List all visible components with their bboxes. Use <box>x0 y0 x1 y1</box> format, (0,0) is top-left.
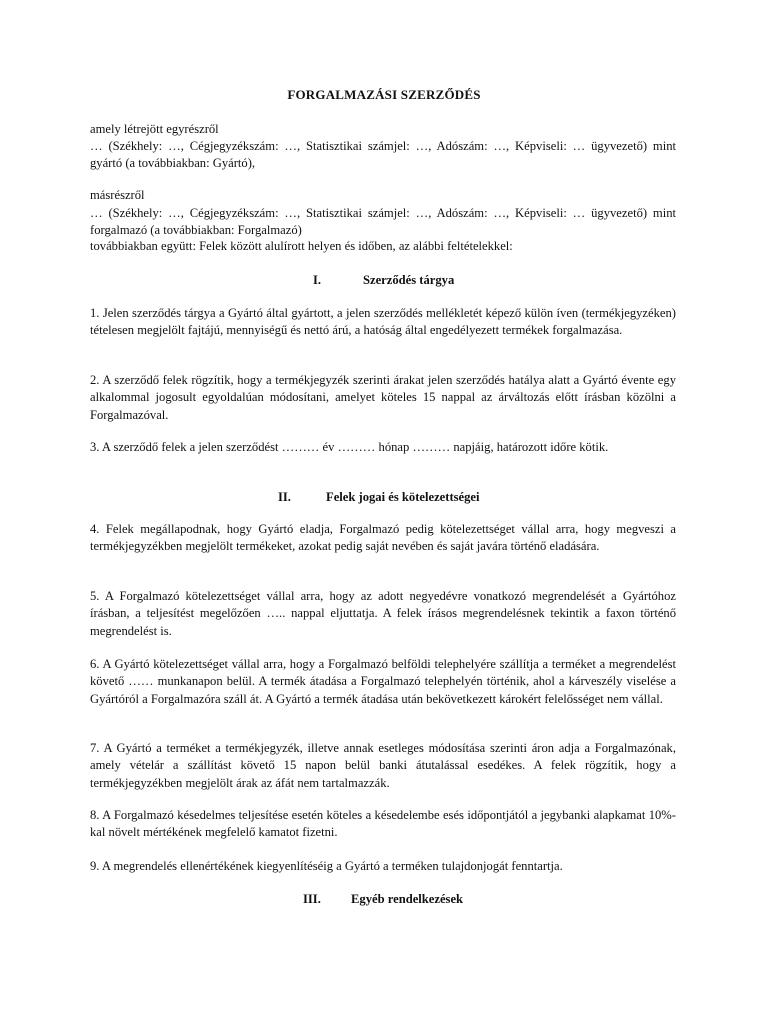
section-number: I. <box>313 273 322 287</box>
party-1-details: … (Székhely: …, Cégjegyzékszám: …, Statisztikai számjel: …, Adószám: …, Képviseli: … ügyvezető) mint gyártó (a továbbiakban: Gyártó), <box>90 139 676 171</box>
section-title: Egyéb rendelkezések <box>351 892 464 906</box>
section-number: II. <box>278 490 291 504</box>
paragraph-4: 4. Felek megállapodnak, hogy Gyártó eladja, Forgalmazó pedig kötelezettséget vállal arra, hogy megveszi a termékjegyzékben megjelölt termékeket, azokat pedig saját nevében és saját javára történő eladására. <box>90 522 676 554</box>
section-title: Szerződés tárgya <box>363 273 455 287</box>
paragraph-8: 8. A Forgalmazó késedelmes teljesítése esetén köteles a késedelembe esés időpontjától a jegybanki alapkamat 10%-kal növelt mértékének megfelelő kamatot fizetni. <box>90 808 676 840</box>
paragraph-6: 6. A Gyártó kötelezettséget vállal arra, hogy a Forgalmazó belföldi telephelyére szállítja a terméket a megrendelést követő …… munkanapon belül. A termék átadása a Forgalmazó telephelyén történik, ahol a kárveszély viselése a Gyártóról a Forgalmazóra száll át. A Gyártó a termék átadása után bekövetkezett károkért felelősséget nem vállal. <box>90 657 676 706</box>
intro-line-3: továbbiakban együtt: Felek között alulírott helyen és időben, az alábbi feltételekkel: <box>90 239 513 253</box>
section-title: Felek jogai és kötelezettségei <box>326 490 480 504</box>
paragraph-1: 1. Jelen szerződés tárgya a Gyártó által gyártott, a jelen szerződés mellékletét képező külön íven (termékjegyzéken) tételesen megjelölt fajtájú, mennyiségű és nettó árú, a hatóság által engedélyezett termékek forgalmazása. <box>90 306 676 338</box>
party-2-details: … (Székhely: …, Cégjegyzékszám: …, Statisztikai számjel: …, Adószám: …, Képviseli: … ügyvezető) mint forgalmazó (a továbbiakban: Forgalmazó) <box>90 206 676 238</box>
intro-line-2: másrészről <box>90 188 145 202</box>
section-number: III. <box>303 892 321 906</box>
paragraph-2: 2. A szerződő felek rögzítik, hogy a termékjegyzék szerinti árakat jelen szerződés hatálya alatt a Gyártó évente egy alkalommal jogosult egyoldalúan módosítani, amelyet köteles 15 nappal az árváltozás előtt írásban közölni a Forgalmazóval. <box>90 373 676 422</box>
document-title: FORGALMAZÁSI SZERZŐDÉS <box>287 87 481 102</box>
paragraph-5: 5. A Forgalmazó kötelezettséget vállal arra, hogy az adott negyedévre vonatkozó megrendelését a Gyártóhoz írásban, a teljesítést megelőzően ….. nappal eljuttatja. A felek írásos megrendelésnek tekintik a faxon történő megrendelést is. <box>90 589 676 638</box>
paragraph-3: 3. A szerződő felek a jelen szerződést ……… év ……… hónap ……… napjáig, határozott időre kötik. <box>90 440 609 454</box>
intro-line-1: amely létrejött egyrészről <box>90 122 219 136</box>
paragraph-7: 7. A Gyártó a terméket a termékjegyzék, illetve annak esetleges módosítása szerinti áron adja a Forgalmazónak, amely vételár a szállítást követő 15 napon belül banki átutalással esedékes. A felek rögzítik, hogy a termékjegyzékben megjelölt árak az áfát nem tartalmazzák. <box>90 741 676 790</box>
paragraph-9: 9. A megrendelés ellenértékének kiegyenlítéséig a Gyártó a terméken tulajdonjogát fenntartja. <box>90 859 563 873</box>
